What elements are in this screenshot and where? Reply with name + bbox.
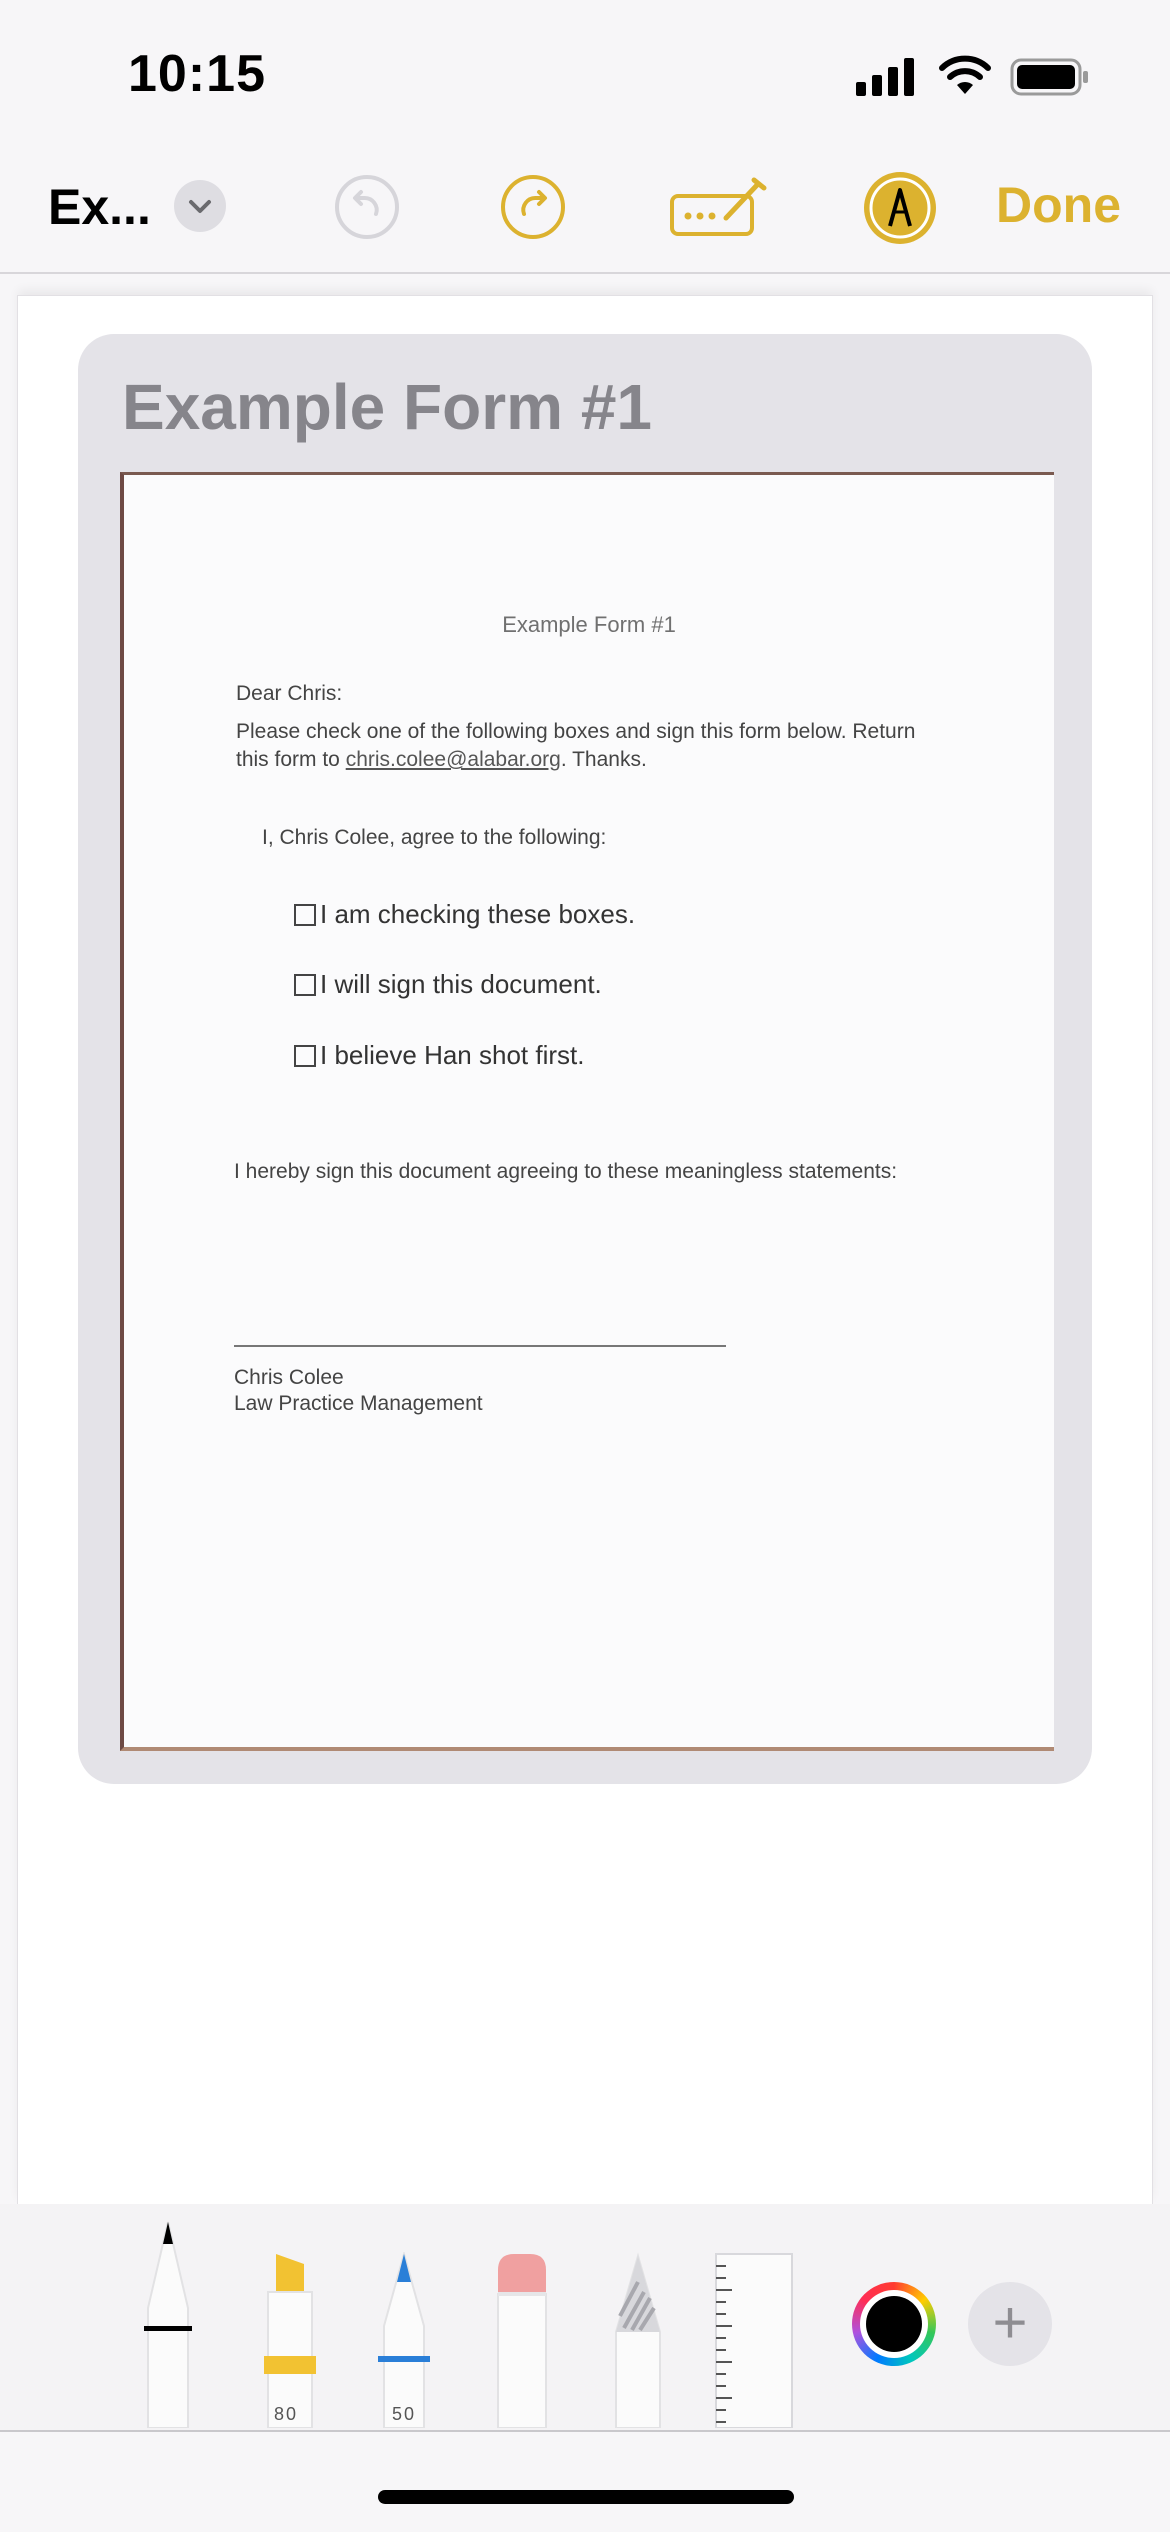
- chevron-down-icon: [174, 180, 226, 232]
- sign-statement: I hereby sign this document agreeing to these meaningless statements:: [234, 1160, 898, 1183]
- markup-pen-icon[interactable]: [862, 170, 938, 246]
- pen-tool[interactable]: [140, 2218, 196, 2428]
- email-link: chris.colee@alabar.org: [345, 748, 561, 771]
- option-label: I will sign this document.: [320, 969, 602, 999]
- signature-button[interactable]: [668, 174, 768, 240]
- instruction-text: this form to: [236, 748, 346, 771]
- form-heading: Example Form #1: [502, 612, 676, 637]
- form-greeting: Dear Chris:: [236, 682, 343, 705]
- card-title: Example Form #1: [122, 371, 652, 443]
- done-button[interactable]: Done: [996, 177, 1121, 233]
- add-tool-button[interactable]: +: [968, 2282, 1052, 2366]
- title-menu-button[interactable]: [174, 180, 226, 232]
- lasso-tool[interactable]: [610, 2252, 666, 2428]
- selected-color-swatch: [866, 2296, 922, 2352]
- signer-name: Chris Colee: [234, 1366, 344, 1389]
- ruler-tool[interactable]: [712, 2252, 796, 2428]
- wifi-icon: [938, 54, 992, 96]
- checkbox-icon: [294, 974, 316, 996]
- highlighter-tool[interactable]: [262, 2252, 318, 2428]
- status-time: 10:15: [128, 45, 266, 103]
- form-option: [294, 1040, 584, 1071]
- option-label: I am checking these boxes.: [320, 899, 636, 929]
- signature-line: [234, 1345, 726, 1347]
- form-option: [294, 899, 635, 930]
- battery-icon: [1010, 58, 1090, 96]
- option-label: I believe Han shot first.: [320, 1040, 585, 1070]
- form-instruction-line-1: Please check one of the following boxes and sign this form below. Return: [236, 720, 916, 743]
- home-indicator: [378, 2490, 794, 2504]
- status-bar: [0, 0, 1170, 150]
- pencil-width-label: 50: [392, 2404, 417, 2424]
- checkbox-icon: [294, 904, 316, 926]
- agree-line: I, Chris Colee, agree to the following:: [262, 826, 607, 849]
- form-instruction-line-2: [236, 745, 647, 775]
- color-picker-button[interactable]: [852, 2282, 936, 2366]
- signer-org: Law Practice Management: [234, 1392, 483, 1415]
- form-option: [294, 969, 602, 1000]
- undo-button[interactable]: [334, 174, 400, 240]
- instruction-text-end: . Thanks.: [560, 748, 647, 771]
- redo-button[interactable]: [500, 174, 566, 240]
- highlighter-width-label: 80: [274, 2404, 299, 2424]
- eraser-tool[interactable]: [494, 2252, 550, 2428]
- scanned-form-image[interactable]: [120, 472, 1054, 1751]
- checkbox-icon: [294, 1045, 316, 1067]
- cellular-signal-icon: [856, 58, 918, 96]
- pencil-tool[interactable]: [376, 2252, 432, 2428]
- document-title[interactable]: Ex...: [48, 179, 151, 235]
